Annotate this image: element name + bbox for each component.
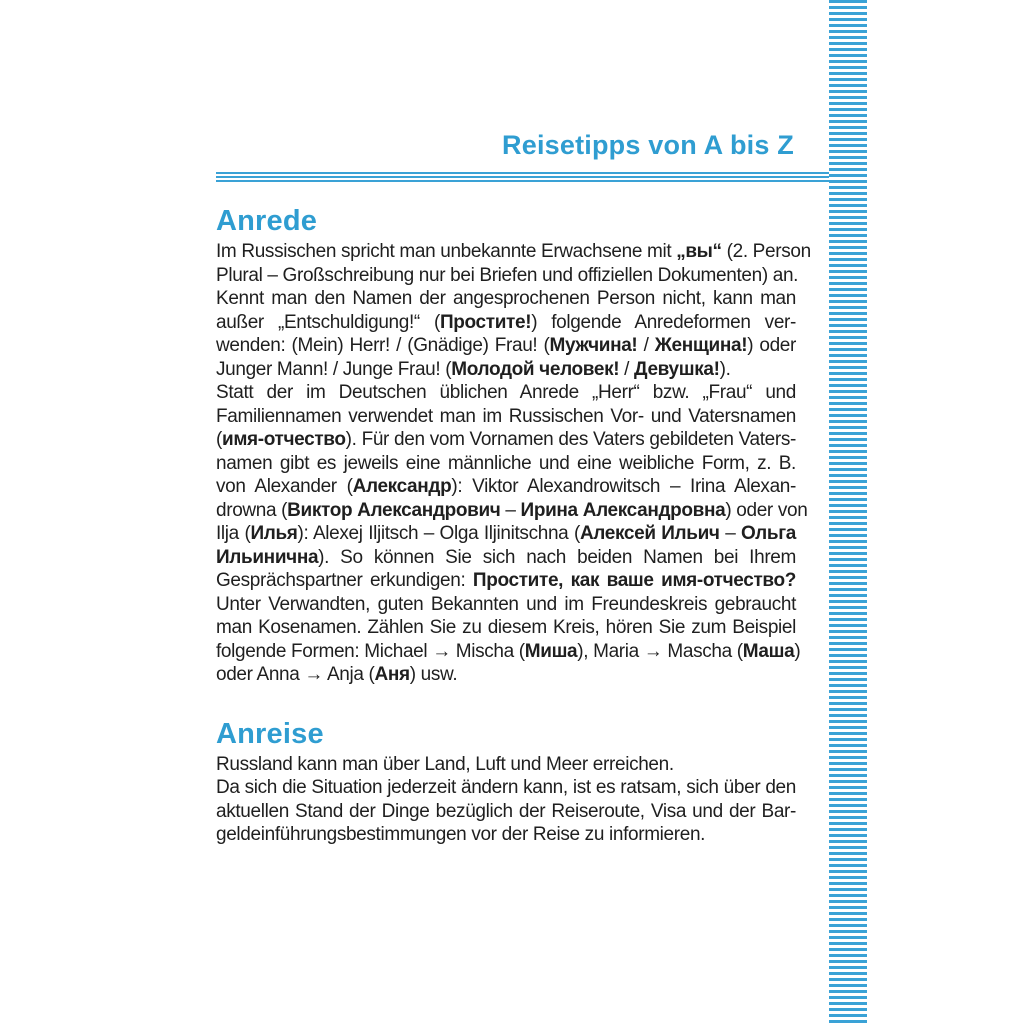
text-segment: – bbox=[500, 499, 521, 521]
text-segment: ): Alexej Iljitsch – Olga Iljinitschna ( bbox=[297, 523, 580, 544]
text-segment: Plural – Großschreibung nur bei Briefen und offiziellen Dokumenten) an. bbox=[216, 264, 799, 286]
text-segment: Im Russischen spricht man unbekannte Erwachsene mit bbox=[216, 241, 677, 262]
text-line bbox=[216, 381, 796, 405]
text-segment: Kennt man den Namen der angesprochenen Person nicht, kann man bbox=[216, 288, 796, 309]
text-line bbox=[216, 452, 796, 476]
section-body bbox=[216, 240, 811, 687]
text-segment: ) folgende Anredeformen ver- bbox=[531, 311, 796, 333]
text-segment: Junger Mann! / Junge Frau! ( bbox=[216, 358, 452, 380]
text-line bbox=[216, 522, 796, 546]
russian-term: Простите! bbox=[439, 311, 532, 333]
content-area bbox=[216, 202, 811, 847]
section-body bbox=[216, 753, 796, 847]
text-line bbox=[216, 800, 796, 824]
text-line bbox=[216, 546, 796, 570]
russian-term: Миша bbox=[524, 640, 578, 662]
russian-term: Ольга bbox=[741, 523, 797, 544]
russian-term: Александр bbox=[352, 476, 452, 497]
text-segment: wenden: (Mein) Herr! / (Gnädige) Frau! ( bbox=[216, 335, 550, 356]
text-segment: folgende Formen: Michael → Mischa ( bbox=[216, 640, 525, 662]
text-segment: ): Viktor Alexandrowitsch – Irina Alexan- bbox=[451, 476, 796, 497]
text-segment: ), Maria → Mascha ( bbox=[577, 640, 743, 662]
text-segment: ) bbox=[794, 640, 801, 662]
text-line bbox=[216, 640, 801, 664]
text-segment: ). So können Sie sich nach beiden Namen bei Ihrem bbox=[318, 546, 796, 568]
text-segment: Ilja ( bbox=[216, 523, 251, 544]
text-segment: aktuellen Stand der Dinge bezüglich der Reiseroute, Visa und der Bar- bbox=[216, 800, 796, 822]
text-line bbox=[216, 311, 796, 335]
text-segment: ). Für den vom Vornamen des Vaters gebildeten Vaters- bbox=[345, 429, 796, 450]
text-segment: geldeinführungsbestimmungen vor der Reise zu informieren. bbox=[216, 824, 706, 845]
text-line bbox=[216, 753, 796, 777]
russian-term: Мужчина! bbox=[549, 335, 638, 356]
text-segment: Statt der im Deutschen üblichen Anrede „Herr“ bzw. „Frau“ und bbox=[216, 382, 796, 403]
russian-term: „вы“ bbox=[676, 241, 722, 262]
text-segment: außer „Entschuldigung!“ ( bbox=[216, 311, 440, 333]
text-line bbox=[216, 616, 796, 640]
russian-term: Алексей Ильич bbox=[579, 523, 720, 544]
text-segment: – bbox=[719, 523, 741, 544]
header-rule bbox=[216, 172, 829, 184]
text-segment: man Kosenamen. Zählen Sie zu diesem Kreis, hören Sie zum Beispiel bbox=[216, 617, 796, 638]
text-line bbox=[216, 823, 796, 847]
text-segment: / bbox=[619, 358, 635, 380]
russian-term: Девушка! bbox=[634, 358, 720, 380]
text-segment: Da sich die Situation jederzeit ändern kann, ist es ratsam, sich über den bbox=[216, 777, 796, 798]
text-segment: von Alexander ( bbox=[216, 476, 353, 497]
text-line bbox=[216, 358, 796, 382]
text-segment: ( bbox=[216, 429, 222, 450]
text-segment: ) usw. bbox=[409, 664, 458, 685]
section-heading: Anreise bbox=[216, 717, 324, 750]
text-segment: / bbox=[637, 335, 655, 356]
russian-term: Женщина! bbox=[654, 335, 748, 356]
russian-term: Маша bbox=[742, 640, 795, 662]
section-anreise bbox=[216, 715, 796, 847]
text-segment: Gesprächspartner erkundigen: bbox=[216, 570, 473, 591]
text-segment: ) oder bbox=[747, 335, 796, 356]
text-line bbox=[216, 428, 796, 452]
decorative-stripe-bar bbox=[829, 0, 867, 1024]
text-line bbox=[216, 240, 811, 264]
section-gap bbox=[216, 687, 796, 715]
text-line bbox=[216, 287, 796, 311]
russian-term: Молодой человек! bbox=[451, 358, 620, 380]
text-line bbox=[216, 593, 796, 617]
text-line bbox=[216, 334, 796, 358]
text-segment: Unter Verwandten, guten Bekannten und im Freundeskreis gebraucht bbox=[216, 593, 796, 615]
russian-term: Простите, как ваше имя-отчество? bbox=[472, 570, 797, 591]
russian-term: Аня bbox=[374, 664, 410, 685]
text-segment: drowna ( bbox=[216, 499, 288, 521]
russian-term: Ильинична bbox=[216, 546, 319, 568]
text-segment: ). bbox=[719, 358, 731, 380]
text-line bbox=[216, 264, 799, 288]
text-line bbox=[216, 405, 796, 429]
russian-term: Виктор Александрович bbox=[287, 499, 501, 521]
section-anrede bbox=[216, 202, 811, 687]
russian-term: имя-отчество bbox=[221, 429, 346, 450]
text-segment: namen gibt es jeweils eine männliche und eine weibliche Form, z. B. bbox=[216, 452, 796, 474]
text-segment: (2. Person bbox=[721, 241, 811, 262]
page-header-title: Reisetipps von A bis Z bbox=[502, 130, 794, 160]
section-heading: Anrede bbox=[216, 205, 318, 237]
text-segment: Familiennamen verwendet man im Russischen Vor- und Vatersnamen bbox=[216, 405, 796, 427]
russian-term: Илья bbox=[250, 523, 298, 544]
text-line bbox=[216, 776, 796, 800]
russian-term: Ирина Александровна bbox=[520, 499, 726, 521]
text-line bbox=[216, 499, 808, 523]
text-line bbox=[216, 569, 796, 593]
text-segment: Russland kann man über Land, Luft und Meer erreichen. bbox=[216, 753, 674, 775]
text-segment: ) oder von bbox=[725, 499, 808, 521]
text-line bbox=[216, 663, 796, 687]
text-segment: oder Anna → Anja ( bbox=[216, 664, 375, 685]
text-line bbox=[216, 475, 796, 499]
